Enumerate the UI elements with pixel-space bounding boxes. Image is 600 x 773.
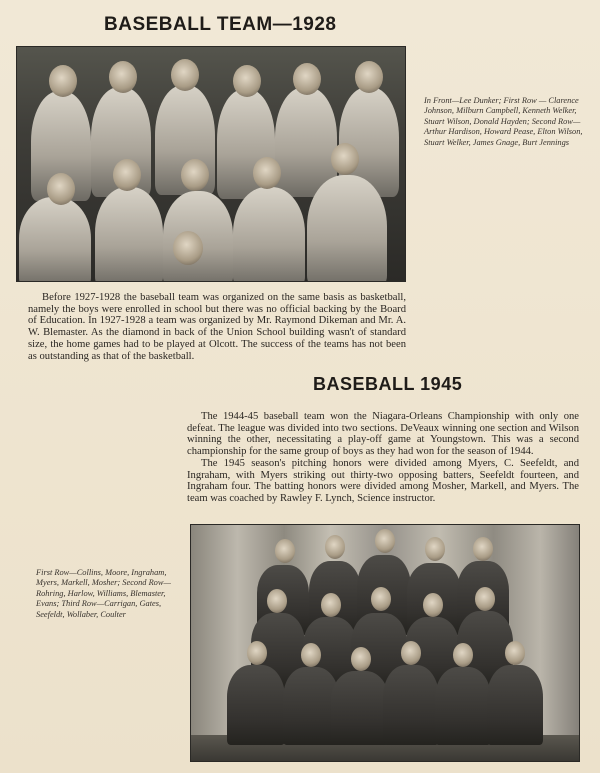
section-text-1928 xyxy=(28,292,406,362)
photo-caption-1928: In Front—Lee Dunker; First Row — Clarence Johnson, Milburn Campbell, Kenneth Welker, Stuart Wilson, Donald Hayden; Second Row—Arthur Hardison, Howard Pease, Elton Wilson, Stuart Welker, James Gnage, Burt Jennings xyxy=(424,96,583,147)
player-head xyxy=(505,641,525,665)
player-head xyxy=(171,59,199,91)
player-head xyxy=(355,61,383,93)
player-head xyxy=(109,61,137,93)
player-head xyxy=(331,143,359,175)
player-head xyxy=(233,65,261,97)
team-photo-1928 xyxy=(16,46,406,282)
paragraph: The 1945 season's pitching honors were divided among Myers, C. Seefeldt, and Ingraham, with Myers striking out thirty-two opposing batters, Seefeldt fourteen, and Ingraham four. The batting honors were divided among Mosher, Markell, and Myers. The team was coached by Rawley F. Lynch, Science instructor. xyxy=(187,457,579,504)
photo-caption-1945: First Row—Collins, Moore, Ingraham, Myers, Markell, Mosher; Second Row—Rohring, Harlow, Williams, Blemaster, Evans; Third Row—Carrigan, Gates, Seefeldt, Wollaber, Coulter xyxy=(36,568,171,619)
player-head xyxy=(113,159,141,191)
player-head xyxy=(181,159,209,191)
player-head xyxy=(423,593,443,617)
player-figure xyxy=(487,665,543,745)
player-head xyxy=(473,537,493,561)
player-head xyxy=(49,65,77,97)
player-head xyxy=(275,539,295,563)
player-figure xyxy=(435,667,491,745)
player-head xyxy=(47,173,75,205)
player-head xyxy=(267,589,287,613)
player-head xyxy=(301,643,321,667)
paragraph: The 1944-45 baseball team won the Niagara-Orleans Championship with only one defeat. The league was divided into two sections. DeVeaux winning one section and Wilson winning the other, necessitating a play-off game at Youngstown. This was a second championship for the same group of boys as they had won for the season of 1944. xyxy=(187,411,579,458)
player-figure xyxy=(227,665,285,745)
section-text-1945 xyxy=(187,411,579,505)
player-head xyxy=(371,587,391,611)
player-head xyxy=(247,641,267,665)
player-figure xyxy=(233,187,305,282)
team-photo-1945 xyxy=(190,524,580,762)
player-figure xyxy=(95,187,163,282)
player-head xyxy=(293,63,321,95)
player-head xyxy=(401,641,421,665)
section-title-1928: BASEBALL TEAM—1928 xyxy=(104,14,337,35)
player-head xyxy=(173,231,203,265)
player-head xyxy=(351,647,371,671)
paragraph: Before 1927-1928 the baseball team was organized on the same basis as basketball, namely the boys were enrolled in school but there was no official backing by the Board of Education. In 1927-1928 a team was organized by Mr. Raymond Dikeman and Mr. A. W. Blemaster. As the diamond in back of the Union School building wasn't of standard size, the home games had to be played at Olcott. The success of the teams has not been as outstanding as that of the basketball. xyxy=(28,292,406,362)
player-figure xyxy=(383,665,439,745)
section-title-1945: BASEBALL 1945 xyxy=(313,374,463,394)
player-head xyxy=(425,537,445,561)
player-head xyxy=(321,593,341,617)
player-figure xyxy=(331,671,389,745)
player-figure xyxy=(19,197,91,282)
player-head xyxy=(453,643,473,667)
player-head xyxy=(375,529,395,553)
player-head xyxy=(475,587,495,611)
player-figure xyxy=(307,175,387,282)
player-head xyxy=(253,157,281,189)
player-head xyxy=(325,535,345,559)
